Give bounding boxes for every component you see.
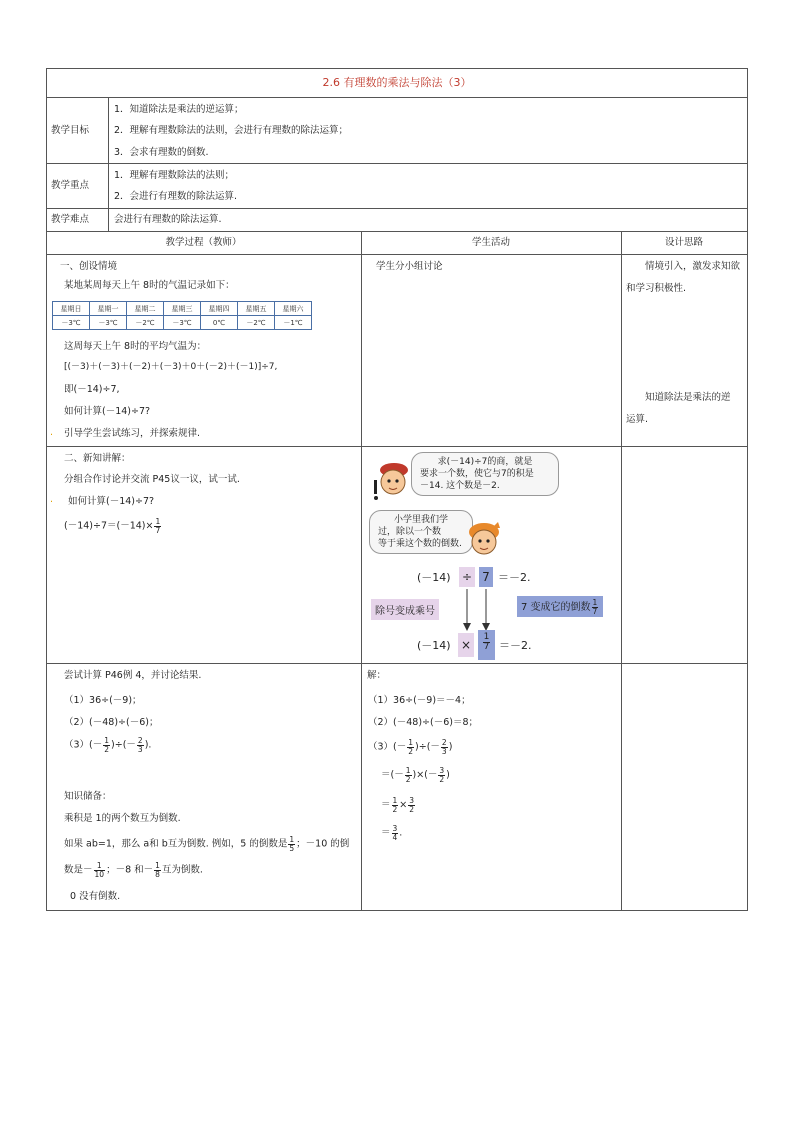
fraction	[408, 797, 415, 813]
denominator: 2	[409, 804, 415, 814]
fraction	[137, 737, 144, 753]
numerator: 1	[94, 862, 106, 871]
numerator: 1	[392, 796, 398, 805]
divisor-box: 7	[479, 567, 493, 587]
numerator: 3	[439, 766, 445, 775]
numerator: 1	[289, 835, 295, 844]
numerator: 3	[409, 796, 415, 805]
numerator: 1	[405, 766, 411, 775]
denominator: 2	[405, 774, 411, 784]
keypoints-label: 教学重点	[51, 180, 90, 191]
answer: （1）36÷(－9)＝－4；	[368, 695, 471, 706]
fraction	[407, 739, 414, 755]
border-left	[46, 68, 47, 911]
op-box-divide: ÷	[459, 567, 475, 587]
answer-step: ＝ $\frac{3}{4}$ .	[381, 824, 403, 842]
border-top	[46, 68, 748, 69]
numerator: 2	[137, 736, 143, 745]
cartoon-boy-icon	[368, 458, 414, 506]
denominator: 7	[483, 642, 490, 652]
numerator: 1	[155, 861, 160, 870]
arrow-down-icon	[462, 589, 472, 631]
denominator: 2	[408, 746, 414, 756]
denominator: 4	[392, 832, 398, 842]
table-cell: 星期二	[127, 302, 164, 316]
numerator: 1	[592, 598, 598, 607]
knowledge-text: 如果 ab=1，那么 a和 b互为倒数. 例如，5 的倒数是	[64, 838, 288, 850]
header-teacher: 教学过程（教师）	[165, 237, 242, 248]
numerator: 1	[104, 736, 110, 745]
fraction	[103, 737, 110, 753]
fraction	[392, 797, 399, 813]
cartoon-girl-icon	[462, 518, 506, 564]
speech-bubble	[411, 452, 559, 496]
answer: （3）(－ $\frac{1}{2}$ )÷(－ $\frac{2}{3}$ )	[368, 738, 453, 756]
border-right	[747, 68, 748, 911]
fraction	[154, 862, 161, 878]
design-note: 知道除法是乘法的逆	[645, 392, 731, 403]
answer: （2）(－48)÷(－6)＝8；	[368, 717, 479, 728]
knowledge-heading: 知识储备：	[64, 791, 112, 802]
denominator: 2	[104, 744, 110, 754]
header-design: 设计思路	[664, 237, 703, 248]
problem: （3）(－ $\frac{1}{2}$ )÷(－ $\frac{2}{3}$ ).	[64, 736, 152, 754]
note-box-reciprocal	[517, 596, 603, 617]
divider	[46, 163, 748, 164]
denominator: 3	[441, 746, 447, 756]
goal-item: 1．知道除法是乘法的逆运算；	[114, 104, 244, 115]
knowledge-item	[64, 836, 349, 852]
divider	[621, 231, 622, 911]
table-cell: 星期五	[238, 302, 275, 316]
divider	[46, 446, 748, 447]
page-title: 2.6 有理数的乘法与除法（3）	[322, 76, 472, 89]
table-cell: －3℃	[53, 316, 90, 330]
table-cell: 星期四	[201, 302, 238, 316]
section2-question: 如何计算(－14)÷7?	[68, 496, 155, 507]
reciprocal-box	[478, 630, 495, 660]
divider	[46, 254, 748, 255]
denominator: 5	[289, 843, 295, 853]
temperature-table	[52, 301, 312, 330]
table-cell: 0℃	[201, 316, 238, 330]
row2-dividend: (－14)	[417, 639, 451, 652]
table-cell: －2℃	[238, 316, 275, 330]
arrow-down-icon	[481, 589, 491, 631]
problem: （1）36÷(－9)；	[64, 695, 142, 706]
table-cell: 星期日	[53, 302, 90, 316]
denominator: 7	[592, 606, 598, 616]
denominator: 10	[94, 869, 105, 879]
bubble-line: －14. 这个数是－2.	[420, 481, 500, 492]
bubble-line: 等于乘这个数的倒数.	[378, 539, 462, 550]
fraction	[154, 518, 161, 534]
numerator: 2	[441, 738, 447, 747]
answer-step: ＝ $\frac{1}{2}$ × $\frac{3}{2}$	[381, 796, 415, 814]
knowledge-text: 互为倒数.	[161, 864, 203, 876]
denominator: 2	[392, 804, 398, 814]
note-box-operator: 除号变成乘号	[371, 599, 439, 620]
divider	[46, 231, 748, 232]
table-cell: －1℃	[275, 316, 312, 330]
design-note: 情境引入，激发求知欲	[645, 261, 741, 272]
fraction	[483, 633, 491, 652]
fraction	[94, 862, 106, 878]
keypoint-item: 2．会进行有理数的除法运算.	[114, 191, 238, 202]
table-cell: 星期六	[275, 302, 312, 316]
section2-line1: 分组合作讨论并交流 P45议一议，试一试.	[64, 474, 240, 485]
note-text: 7 变成它的倒数	[521, 602, 591, 613]
equation-text: (－14)÷7＝(－14)×	[64, 520, 154, 532]
avg-expression: [(－3)＋(－3)＋(－2)＋(－3)＋0＋(－2)＋(－1)]÷7,	[64, 362, 278, 372]
row2-result: ＝－2.	[499, 639, 532, 652]
fraction	[392, 825, 399, 841]
solution-heading: 解：	[367, 670, 387, 681]
avg-expression-2: 即(－14)÷7,	[64, 384, 120, 395]
bubble-line: 小学里我们学	[393, 515, 448, 525]
question: 如何计算(－14)÷7?	[64, 406, 151, 417]
denominator: 3	[137, 744, 143, 754]
fraction	[288, 836, 295, 852]
divider	[46, 663, 748, 664]
design-note: 和学习积极性.	[626, 283, 687, 294]
divider	[46, 97, 748, 98]
knowledge-text: ；－8 和－	[106, 864, 154, 876]
fraction	[441, 739, 448, 755]
divider	[361, 231, 362, 911]
denominator: 2	[439, 774, 445, 784]
numerator: 1	[155, 517, 161, 526]
section3-intro: 尝试计算 P46例 4，并讨论结果.	[64, 670, 202, 681]
answer-step: ＝(－ $\frac{1}{2}$ )×(－ $\frac{3}{2}$ )	[381, 766, 450, 784]
knowledge-item	[64, 862, 203, 878]
guide-text: 引导学生尝试练习，并探索规律.	[64, 428, 201, 439]
row1-dividend: (－14)	[417, 571, 451, 584]
denominator: 7	[155, 525, 161, 535]
fraction	[438, 767, 445, 783]
division-equation	[64, 518, 162, 534]
bubble-line: 要求一个数，使它与7的积是	[420, 469, 534, 480]
section1-heading: 一、创设情境	[60, 261, 118, 272]
border-bottom	[46, 910, 748, 911]
knowledge-item: 0 没有倒数.	[70, 891, 121, 902]
bubble-line: 求(－14)÷7的商，就是	[437, 457, 533, 467]
section1-intro: 某地某周每天上午 8时的气温记录如下：	[64, 280, 235, 291]
problem-prefix: （3）(－	[64, 739, 103, 751]
section2-heading: 二、新知讲解：	[64, 453, 131, 464]
table-cell: －3℃	[164, 316, 201, 330]
table-cell: －2℃	[127, 316, 164, 330]
numerator: 3	[392, 824, 398, 833]
knowledge-text: 数是－	[64, 864, 93, 876]
op-box-multiply: ×	[458, 633, 474, 657]
keypoint-item: 1．理解有理数除法的法则；	[114, 170, 235, 181]
knowledge-text: ；－10 的倒	[296, 838, 350, 850]
header-student: 学生活动	[471, 237, 510, 248]
knowledge-item: 乘积是 1的两个数互为倒数.	[64, 813, 181, 824]
avg-text: 这周每天上午 8时的平均气温为：	[64, 341, 207, 352]
bullet-dot: .	[50, 494, 54, 505]
student-activity: 学生分小组讨论	[376, 261, 443, 272]
difficulty-text: 会进行有理数的除法运算.	[114, 214, 222, 225]
problem: （2）(－48)÷(－6)；	[64, 717, 159, 728]
denominator: 8	[155, 869, 160, 879]
divider	[46, 208, 748, 209]
numerator: 1	[483, 632, 490, 642]
fraction	[405, 767, 412, 783]
bubble-line: 过，除以一个数	[378, 527, 442, 538]
table-cell: 星期一	[90, 302, 127, 316]
table-row	[53, 302, 312, 316]
table-cell: －3℃	[90, 316, 127, 330]
fraction	[592, 599, 599, 615]
row1-result: ＝－2.	[498, 571, 531, 584]
divider	[108, 97, 109, 231]
speech-bubble	[369, 510, 473, 554]
table-row	[53, 316, 312, 330]
goal-item: 2．理解有理数除法的法则，会进行有理数的除法运算；	[114, 125, 349, 136]
design-note: 运算.	[626, 414, 649, 425]
goal-item: 3．会求有理数的倒数.	[114, 147, 209, 158]
goals-label: 教学目标	[51, 125, 90, 136]
numerator: 1	[408, 738, 414, 747]
table-cell: 星期三	[164, 302, 201, 316]
difficulty-label: 教学难点	[51, 214, 90, 225]
bullet-dot: .	[50, 427, 54, 438]
